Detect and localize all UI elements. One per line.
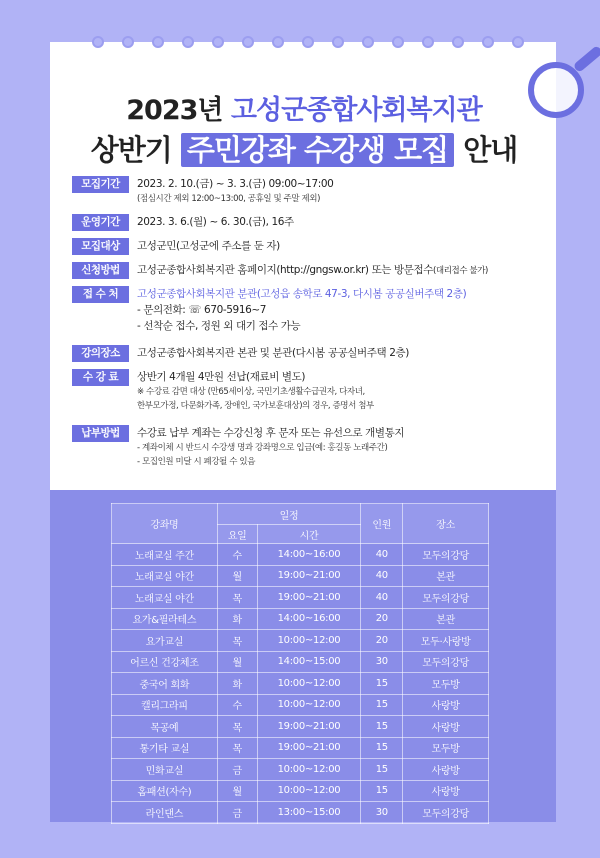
cell-time: 14:00~15:00 [257,651,361,673]
title-line-1 [84,88,524,127]
info-phone: - 문의전화: ☏ 670-5916~7 [137,304,267,316]
binder-ring [452,36,464,48]
cell-course: 요가&필라테스 [112,608,218,630]
header-day: 요일 [217,525,257,544]
info-content [137,214,294,231]
header-course: 강좌명 [112,504,218,544]
binder-ring [422,36,434,48]
info-note: (점심시간 제외 12:00~13:00, 공휴일 및 주말 제외) [137,194,321,204]
cell-time: 19:00~21:00 [257,737,361,759]
title-line-2 [84,128,524,169]
info-content [137,345,409,362]
cell-place: 본관 [403,608,489,630]
cell-day: 목 [217,737,257,759]
cell-capacity: 30 [361,802,403,824]
table-row [112,716,489,738]
cell-capacity: 15 [361,694,403,716]
cell-course: 노래교실 주간 [112,544,218,566]
binder-ring [122,36,134,48]
binder-ring [272,36,284,48]
binder-ring [92,36,104,48]
info-text: 2023. 3. 6.(월) ~ 6. 30.(금), 16주 [137,216,294,228]
cell-capacity: 15 [361,759,403,781]
binder-ring [332,36,344,48]
cell-day: 월 [217,651,257,673]
table-row [112,802,489,824]
info-row-operation-period [72,214,542,231]
cell-day: 월 [217,565,257,587]
info-text: 2023. 2. 10.(금) ~ 3. 3.(금) 09:00~17:00 [137,178,334,190]
cell-course: 통기타 교실 [112,737,218,759]
cell-time: 10:00~12:00 [257,759,361,781]
cell-place: 본관 [403,565,489,587]
info-row-fee [72,369,542,413]
info-row-reception [72,286,542,334]
cell-day: 목 [217,716,257,738]
cell-course: 노래교실 야간 [112,587,218,609]
info-label: 운영기간 [72,214,129,231]
cell-time: 14:00~16:00 [257,608,361,630]
binder-ring [212,36,224,48]
cell-capacity: 40 [361,565,403,587]
cell-time: 10:00~12:00 [257,630,361,652]
cell-time: 10:00~12:00 [257,694,361,716]
table-row [112,780,489,802]
cell-capacity: 40 [361,587,403,609]
table-row [112,565,489,587]
cell-capacity: 30 [361,651,403,673]
binder-ring [152,36,164,48]
table-row [112,608,489,630]
cell-capacity: 20 [361,608,403,630]
info-row-payment [72,425,542,469]
info-content [137,238,280,255]
info-note: (대리접수 불가) [432,266,488,276]
info-content [137,425,404,469]
cell-day: 화 [217,608,257,630]
cell-time: 14:00~16:00 [257,544,361,566]
cell-place: 모두의강당 [403,651,489,673]
header-time: 시간 [257,525,361,544]
info-row-venue [72,345,542,362]
table-row [112,651,489,673]
cell-time: 10:00~12:00 [257,780,361,802]
cell-capacity: 15 [361,780,403,802]
title-half: 상반기 [90,133,172,167]
info-label: 접 수 처 [72,286,129,303]
cell-course: 요가교실 [112,630,218,652]
cell-place: 사랑방 [403,780,489,802]
cell-place: 사랑방 [403,694,489,716]
cell-day: 목 [217,630,257,652]
title-suffix: 안내 [463,133,518,167]
info-row-target [72,238,542,255]
course-table-header [112,504,489,544]
cell-day: 수 [217,544,257,566]
info-label: 수 강 료 [72,369,129,386]
table-row [112,630,489,652]
cell-place: 모두방 [403,737,489,759]
cell-course: 캘리그라피 [112,694,218,716]
info-label: 납부방법 [72,425,129,442]
cell-time: 13:00~15:00 [257,802,361,824]
cell-day: 금 [217,759,257,781]
cell-course: 민화교실 [112,759,218,781]
info-text: 상반기 4개월 4만원 선납(재료비 별도) [137,371,306,383]
binder-ring [242,36,254,48]
cell-place: 모두방 [403,673,489,695]
header-schedule: 일정 [217,504,361,525]
info-note: 한부모가정, 다문화가족, 장애인, 국가보훈대상)의 경우, 증명서 첨부 [137,401,374,411]
binder-ring [302,36,314,48]
cell-time: 19:00~21:00 [257,587,361,609]
info-row-apply-method [72,262,542,279]
cell-capacity: 40 [361,544,403,566]
cell-day: 월 [217,780,257,802]
table-row [112,737,489,759]
info-order: - 선착순 접수, 정원 외 대기 접수 가능 [137,320,301,332]
magnifier-icon [528,62,584,118]
info-row-recruit-period [72,176,542,206]
cell-course: 노래교실 야간 [112,565,218,587]
binder-ring [482,36,494,48]
table-row [112,759,489,781]
cell-course: 중국어 회화 [112,673,218,695]
info-content [137,369,374,413]
table-row [112,694,489,716]
title-organization: 고성군종합사회복지관 [230,95,482,126]
info-content [137,286,466,334]
table-row [112,587,489,609]
magnifier-handle-icon [573,45,600,73]
info-note: ※ 수강료 감면 대상 (만65세이상, 국민기초생활수급권자, 다자녀, [137,387,365,397]
binder-ring [182,36,194,48]
cell-capacity: 15 [361,673,403,695]
info-content [137,262,488,279]
cell-day: 화 [217,673,257,695]
cell-course: 라인댄스 [112,802,218,824]
cell-place: 모두의강당 [403,802,489,824]
course-table [111,503,489,824]
cell-day: 수 [217,694,257,716]
cell-place: 모두의강당 [403,544,489,566]
table-row [112,544,489,566]
cell-time: 19:00~21:00 [257,716,361,738]
header-capacity: 인원 [361,504,403,544]
cell-course: 홈패션(자수) [112,780,218,802]
cell-place: 모두의강당 [403,587,489,609]
info-label: 모집기간 [72,176,129,193]
cell-place: 사랑방 [403,759,489,781]
info-text: 고성군종합사회복지관 홈페이지(http://gngsw.or.kr) 또는 방문접수 [137,264,433,276]
info-label: 강의장소 [72,345,129,362]
cell-time: 10:00~12:00 [257,673,361,695]
cell-day: 목 [217,587,257,609]
info-text: 고성군민(고성군에 주소를 둔 자) [137,240,280,252]
info-label: 모집대상 [72,238,129,255]
binder-ring [392,36,404,48]
cell-time: 19:00~21:00 [257,565,361,587]
cell-day: 금 [217,802,257,824]
cell-course: 어르신 건강체조 [112,651,218,673]
title-highlight: 주민강좌 수강생 모집 [181,133,454,167]
header-place: 장소 [403,504,489,544]
binder-ring [362,36,374,48]
cell-course: 목공예 [112,716,218,738]
title-year: 2023년 [126,95,223,126]
table-row [112,673,489,695]
info-text: 고성군종합사회복지관 본관 및 분관(다시봄 공공실버주택 2층) [137,347,409,359]
cell-capacity: 15 [361,716,403,738]
info-label: 신청방법 [72,262,129,279]
binder-ring [512,36,524,48]
cell-capacity: 20 [361,630,403,652]
info-text: 고성군종합사회복지관 분관(고성읍 송학로 47-3, 다시봄 공공실버주택 2층) [137,288,467,300]
course-table-body [112,544,489,824]
info-content [137,176,333,206]
cell-capacity: 15 [361,737,403,759]
info-note: - 계좌이체 시 반드시 수강생 명과 강좌명으로 입금(예: 홍길동 노래주간) [137,443,388,453]
cell-place: 모두·사랑방 [403,630,489,652]
info-note: - 모집인원 미달 시 폐강될 수 있음 [137,457,256,467]
cell-place: 사랑방 [403,716,489,738]
info-text: 수강료 납부 계좌는 수강신청 후 문자 또는 유선으로 개별통지 [137,427,405,439]
